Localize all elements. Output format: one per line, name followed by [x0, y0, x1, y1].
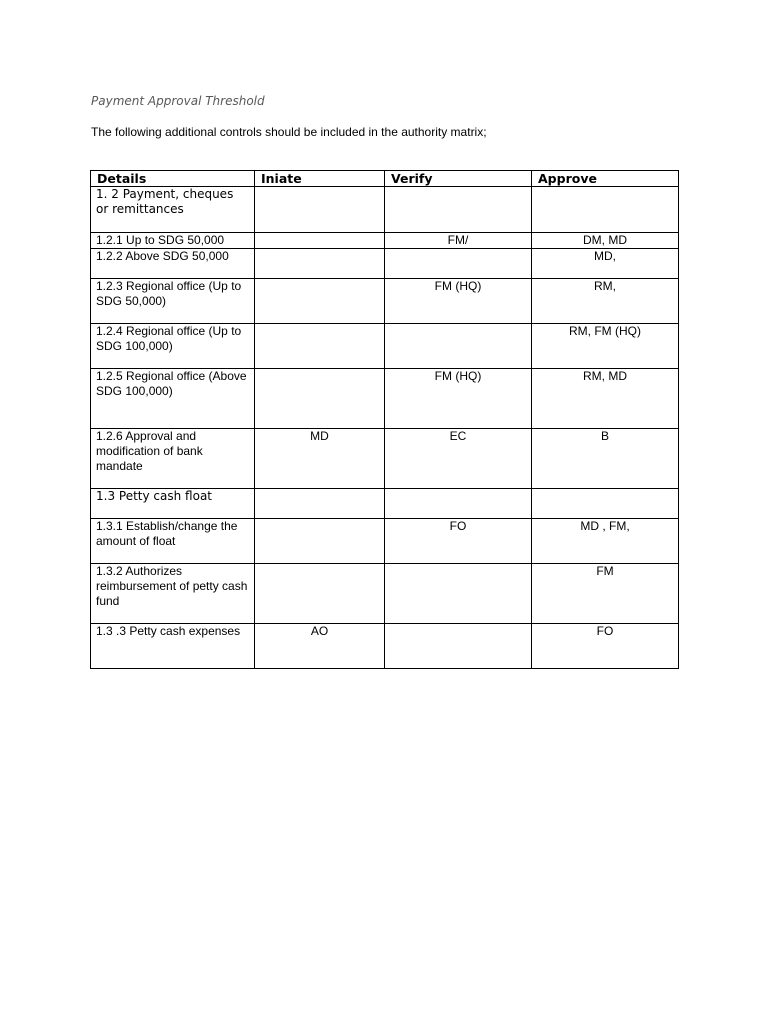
cell-verify	[385, 324, 532, 369]
table-row	[91, 564, 679, 624]
table-row	[91, 519, 679, 564]
cell-initiate	[255, 564, 385, 624]
cell-verify: FM/	[385, 233, 532, 249]
table-row	[91, 369, 679, 429]
cell-initiate	[255, 369, 385, 429]
header-initiate: Iniate	[255, 171, 385, 187]
cell-initiate	[255, 233, 385, 249]
cell-approve: RM, MD	[532, 369, 679, 429]
cell-approve: FO	[532, 624, 679, 669]
intro-paragraph: The following additional controls should be included in the authority matrix;	[91, 125, 487, 139]
cell-verify: FO	[385, 519, 532, 564]
table-row	[91, 279, 679, 324]
cell-verify: FM (HQ)	[385, 279, 532, 324]
cell-details: 1.2.1 Up to SDG 50,000	[91, 233, 255, 249]
table-row	[91, 624, 679, 669]
section-title: 1.3 Petty cash float	[91, 489, 255, 519]
cell-approve: RM,	[532, 279, 679, 324]
cell-approve: MD , FM,	[532, 519, 679, 564]
cell-initiate	[255, 249, 385, 279]
empty-cell	[255, 187, 385, 233]
cell-details: 1.3.2 Authorizes reimbursement of petty cash fund	[91, 564, 255, 624]
cell-initiate	[255, 324, 385, 369]
cell-details: 1.2.5 Regional office (Above SDG 100,000)	[91, 369, 255, 429]
table-row	[91, 233, 679, 249]
section-title: 1. 2 Payment, cheques or remittances	[91, 187, 255, 233]
cell-initiate: AO	[255, 624, 385, 669]
header-approve: Approve	[532, 171, 679, 187]
table-row	[91, 429, 679, 489]
cell-verify: EC	[385, 429, 532, 489]
header-details: Details	[91, 171, 255, 187]
cell-details: 1.2.6 Approval and modification of bank mandate	[91, 429, 255, 489]
cell-initiate	[255, 519, 385, 564]
cell-details: 1.2.4 Regional office (Up to SDG 100,000)	[91, 324, 255, 369]
cell-details: 1.3.1 Establish/change the amount of float	[91, 519, 255, 564]
cell-verify	[385, 249, 532, 279]
authority-matrix-table	[90, 170, 679, 669]
cell-approve: DM, MD	[532, 233, 679, 249]
empty-cell	[532, 489, 679, 519]
cell-approve: FM	[532, 564, 679, 624]
empty-cell	[255, 489, 385, 519]
cell-verify	[385, 624, 532, 669]
cell-details: 1.2.2 Above SDG 50,000	[91, 249, 255, 279]
cell-approve: MD,	[532, 249, 679, 279]
header-verify: Verify	[385, 171, 532, 187]
section-row-petty-cash	[91, 489, 679, 519]
cell-approve: B	[532, 429, 679, 489]
cell-verify	[385, 564, 532, 624]
empty-cell	[532, 187, 679, 233]
section-row-payment	[91, 187, 679, 233]
table-row	[91, 249, 679, 279]
cell-details: 1.3 .3 Petty cash expenses	[91, 624, 255, 669]
cell-details: 1.2.3 Regional office (Up to SDG 50,000)	[91, 279, 255, 324]
document-heading: Payment Approval Threshold	[91, 94, 265, 108]
empty-cell	[385, 489, 532, 519]
cell-initiate: MD	[255, 429, 385, 489]
cell-verify: FM (HQ)	[385, 369, 532, 429]
table-header-row	[91, 171, 679, 187]
cell-approve: RM, FM (HQ)	[532, 324, 679, 369]
empty-cell	[385, 187, 532, 233]
cell-initiate	[255, 279, 385, 324]
table-row	[91, 324, 679, 369]
